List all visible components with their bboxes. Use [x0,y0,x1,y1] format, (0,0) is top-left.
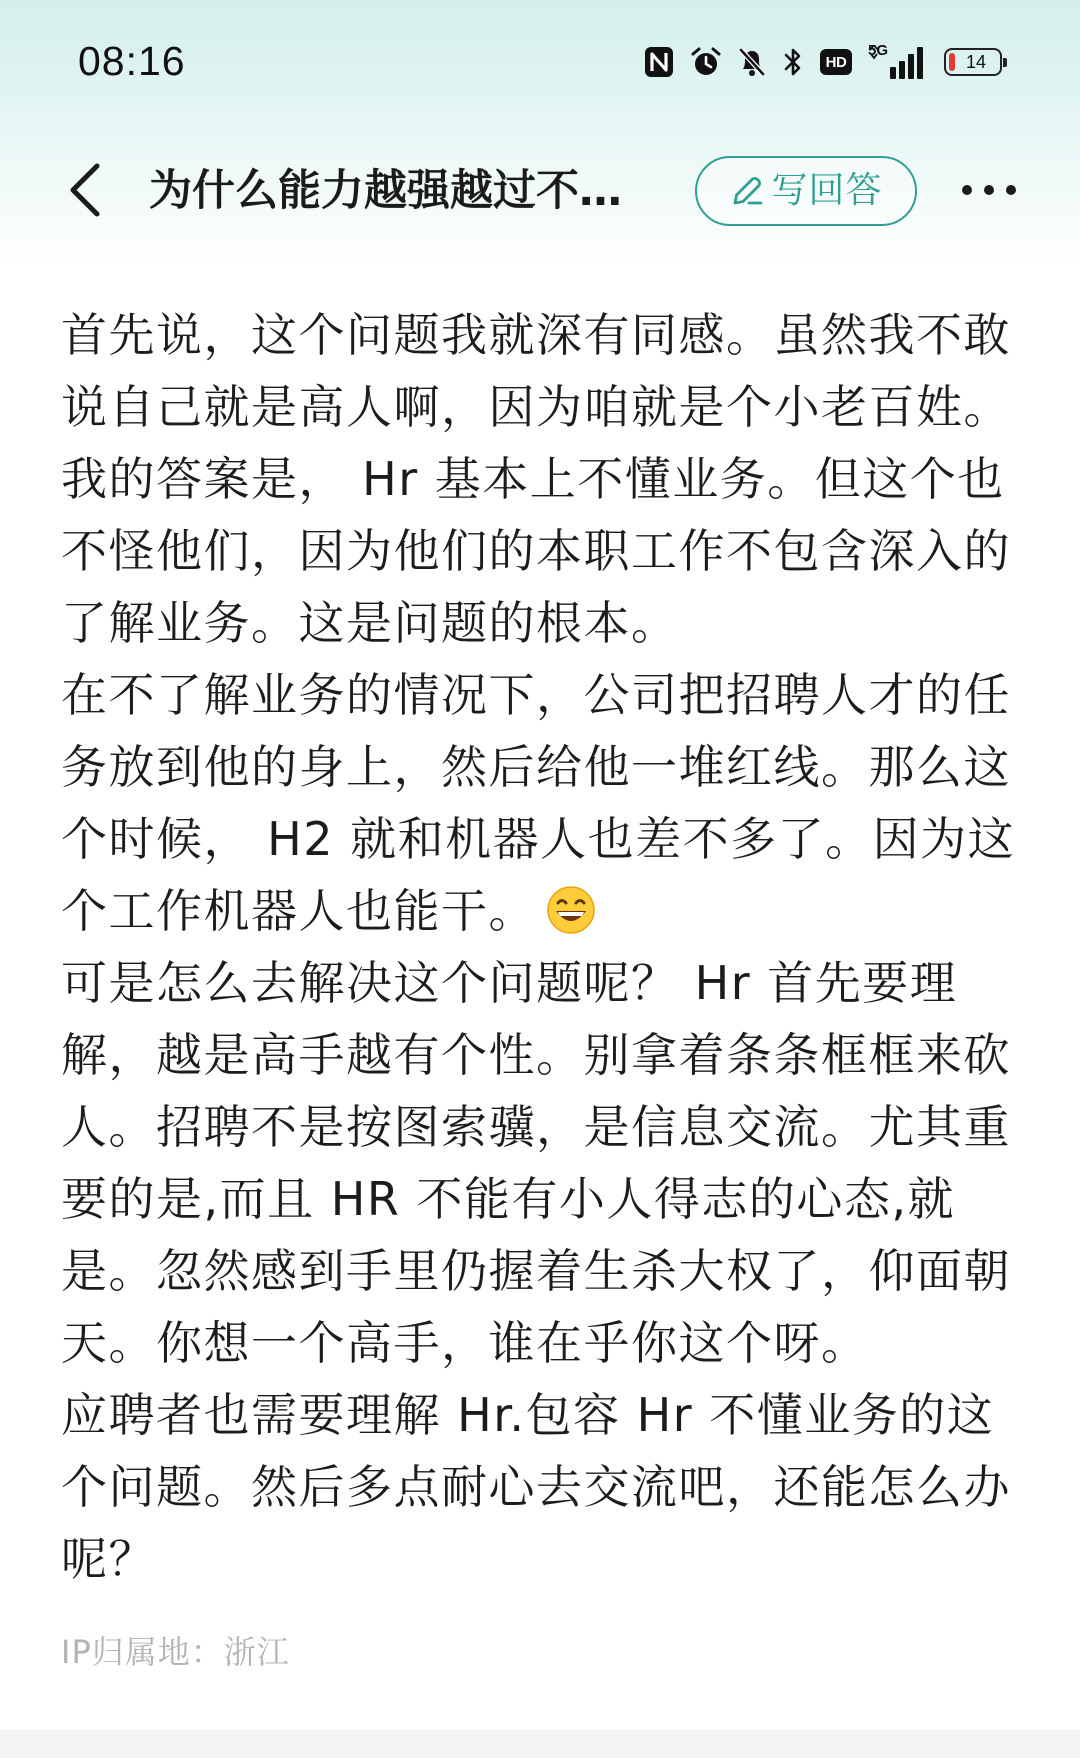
battery-icon [944,48,1002,76]
answer-line: 可是怎么去解决这个问题呢？ Hr 首先要理 [61,956,958,1010]
write-answer-button[interactable] [695,156,917,226]
answer-line: 呢？ [61,1532,156,1586]
answer-line: 要的是,而且 HR 不能有小人得志的心态,就 [61,1172,956,1226]
status-time: 08:16 [78,38,186,84]
answer-line: 不怪他们，因为他们的本职工作不包含深入的 [61,524,1011,578]
chevron-left-icon [67,162,103,218]
ip-location: IP归属地：浙江 [61,1633,290,1671]
answer-line: 应聘者也需要理解 Hr.包容 Hr 不懂业务的这 [61,1388,995,1442]
bell-off-icon [738,46,766,78]
battery-level: 14 [965,51,987,72]
answer-line: 我的答案是， Hr 基本上不懂业务。但这个也 [61,452,1005,506]
answer-line: 个工作机器人也能干。 [61,884,536,938]
answer-line: 了解业务。这是问题的根本。 [61,596,679,650]
write-answer-label: 写回答 [771,170,883,211]
answer-line: 个时候， H2 就和机器人也差不多了。因为这 [61,812,1016,866]
question-title[interactable]: 为什么能力越强越过不… [149,166,622,216]
more-horizontal-icon [961,184,1017,196]
answer-line: 首先说，这个问题我就深有同感。虽然我不敢 [61,308,1011,362]
grinning-face-emoji-icon [546,883,596,947]
answer-line: 说自己就是高人啊，因为咱就是个小老百姓。 [61,380,1011,434]
status-icons [644,40,1002,84]
bottom-divider [0,1730,1080,1758]
answer-line: 务放到他的身上，然后给他一堆红线。那么这 [61,740,1011,794]
answer-line-with-emoji [61,875,1051,947]
network-type: 5G [868,42,889,59]
answer-line: 是。忽然感到手里仍握着生杀大权了，仰面朝 [61,1244,1011,1298]
answer-content [61,299,1051,1595]
answer-line: 人。招聘不是按图索骥，是信息交流。尤其重 [61,1100,1011,1154]
bluetooth-icon [782,46,804,78]
answer-line: 在不了解业务的情况下，公司把招聘人才的任 [61,668,1011,722]
more-button[interactable] [958,168,1020,212]
hd-icon: HD [820,49,852,75]
nfc-icon [644,46,674,78]
pencil-icon [729,173,765,209]
answer-line: 个问题。然后多点耐心去交流吧，还能怎么办 [61,1460,1011,1514]
alarm-icon [690,46,722,78]
5g-signal-icon [868,42,928,79]
answer-line: 解，越是高手越有个性。别拿着条条框框来砍 [61,1028,1011,1082]
back-button[interactable] [60,160,110,220]
answer-line: 天。你想一个高手，谁在乎你这个呀。 [61,1316,869,1370]
